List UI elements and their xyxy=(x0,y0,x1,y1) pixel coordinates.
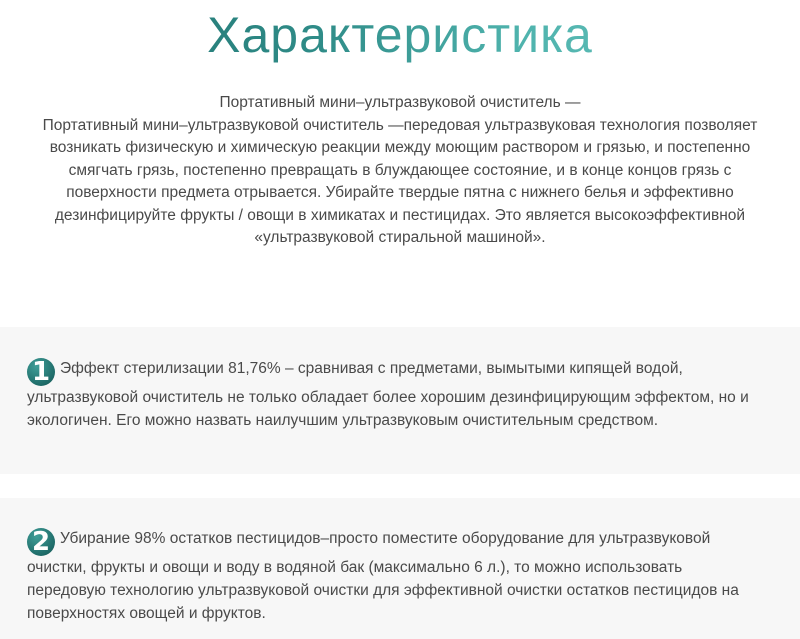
number-one-badge: 1 xyxy=(27,358,55,386)
feature-section-1 xyxy=(0,327,800,474)
feature-text: Убирание 98% остатков пестицидов–просто поместите оборудование для ультразвуковой очистки, фрукты и овощи и воду в водяной бак (максимально 6 л.), то можно использовать передовую технологию ультразвуковой очистки для эффективной очистки остатков пестицидов на поверхностях овощей и фруктов. xyxy=(27,530,739,622)
feature-section-2 xyxy=(0,498,800,639)
feature-item xyxy=(27,357,757,432)
number-two-badge: 2 xyxy=(27,528,55,556)
feature-item xyxy=(27,527,757,625)
page-title: Характеристика xyxy=(0,0,800,80)
intro-block xyxy=(40,92,760,250)
intro-paragraph: Портативный мини–ультразвуковой очиститель —передовая ультразвуковая технология позволяет возникать физическую и химическую реакции между моющим раствором и грязью, и постепенно смягчать грязь, постепенно превращать в блуждающее состояние, и в конце концов грязь с поверхности предмета отрывается. Убирайте твердые пятна с нижнего белья и эффективно дезинфицируйте фрукты / овощи в химикатах и пестицидах. Это является высокоэффективной «ультразвуковой стиральной машиной». xyxy=(42,116,758,246)
feature-text: Эффект стерилизации 81,76% – сравнивая с предметами, вымытыми кипящей водой, ультразвуковой очиститель не только обладает более хорошим дезинфицирующим эффектом, но и экологичен. Его можно назвать наилучшим ультразвуковым очистительным средством. xyxy=(27,360,749,429)
intro-line: Портативный мини–ультразвуковой очиститель — xyxy=(219,94,581,111)
